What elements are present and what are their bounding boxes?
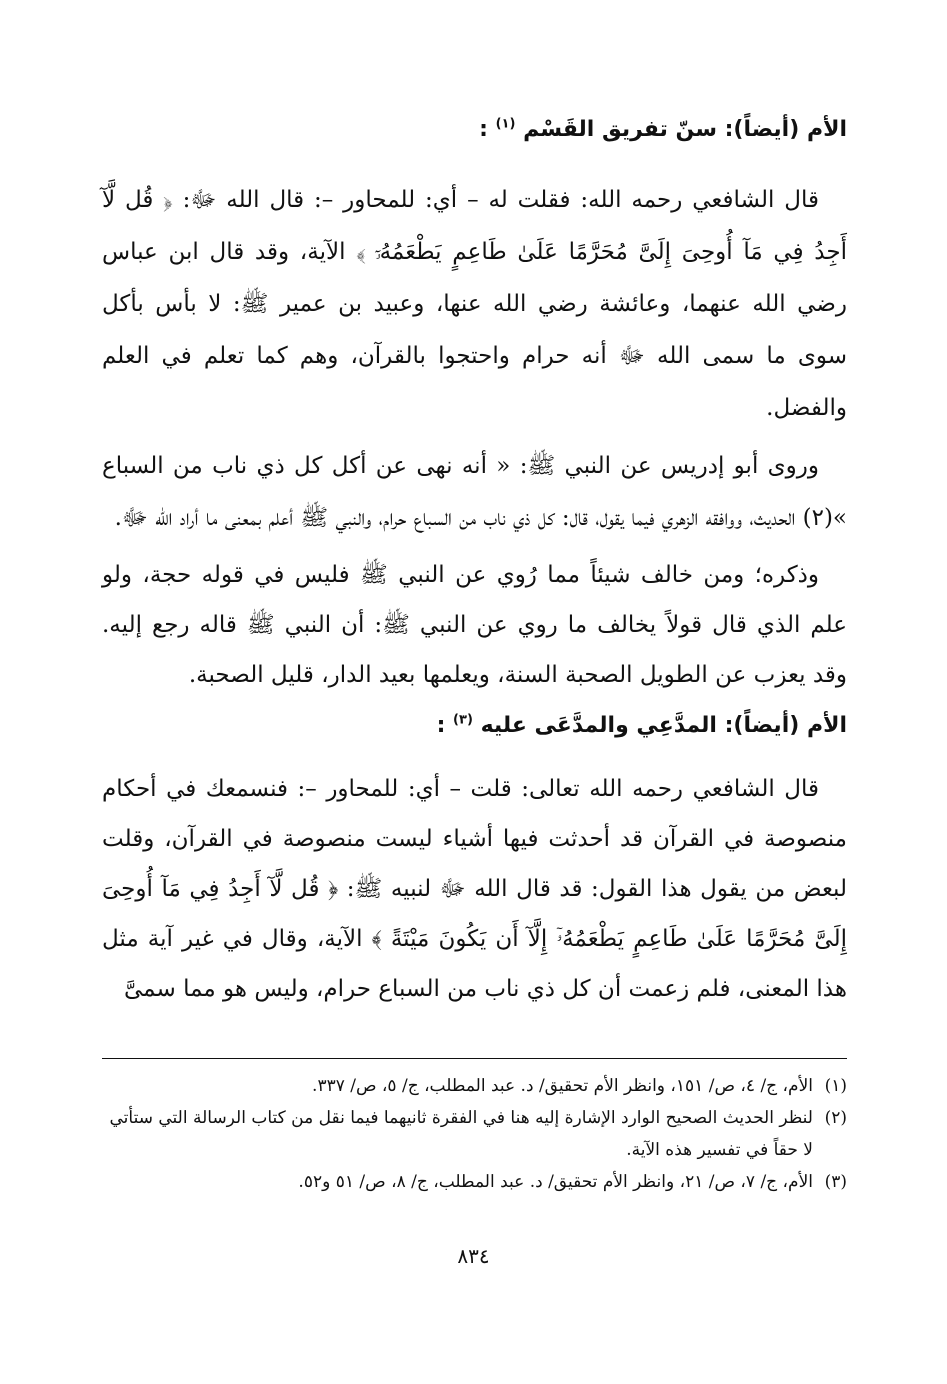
main-text [102, 110, 847, 1020]
paragraph-3: وذكره؛ ومن خالف شيئاً مما رُوي عن النبي ﷺ فليس في قوله حجة، ولو علم الذي قال قولاً يخالف ما روي عن النبي ﷺ: أن النبي ﷺ قاله رجع إليه. وقد يعزب عن الطويل الصحبة السنة، ويعلمها بعيد الدار، قليل الصحبة. [102, 562, 847, 688]
footnote-number: (٣) [824, 1172, 847, 1192]
paragraph-1: قال الشافعي رحمه الله: فقلت له – أي: للمحاور –: قال الله ﷻ: ﴿ قُل لَّآ أَجِدُ فِي مَآ أُوحِىَ إِلَىَّ مُحَرَّمًا عَلَىٰ طَاعِمٍ يَطْعَمُهُۥٓ ﴾ الآية، وقد قال ابن عباس رضي الله عنهما، وعائشة رضي الله عنها، وعبيد بن عمير ﷺ: لا بأس بأكل سوى ما سمى الله ﷻ أنه حرام واحتجوا بالقرآن، وهم كما تعلم في العلم والفضل. [102, 187, 847, 421]
paragraph-4: قال الشافعي رحمه الله تعالى: قلت – أي: للمحاور –: فنسمعك في أحكام منصوصة في القرآن قد أحدثت فيها أشياء ليست منصوصة في القرآن، وقلت لبعض من يقول هذا القول: قد قال الله ﷻ لنبيه ﷺ: ﴿ قُل لَّآ أَجِدُ فِي مَآ أُوحِىَ إِلَىَّ مُحَرَّمًا عَلَىٰ طَاعِمٍ يَطْعَمُهُۥٓ إِلَّآ أَن يَكُونَ مَيْتَةً ﴾ الآية، وقال في غير آية مثل هذا المعنى، فلم زعمت أن كل ذي ناب من السباع حرام، وليس هو مما سمىَّ [102, 776, 847, 1002]
footnote-number: (١) [824, 1076, 847, 1096]
footnotes [102, 1070, 847, 1198]
footnote-item [102, 1166, 847, 1198]
paragraph-2: وروى أبو إدريس عن النبي ﷺ: « أنه نهى عن أكل كل ذي ناب من السباع »(٢) الحديث، ووافقه الزهري فيما يقول، قال: كل ذي ناب من السباع حرام، والنبي ﷺ أعلم بمعنى ما أراد الله ﷻ. [102, 453, 847, 531]
footnote-item [102, 1102, 847, 1166]
footnote-ref-3[interactable]: (٣) [453, 712, 473, 728]
section-heading-1-text: الأم (أيضاً): سنّ تفريق القَسْم [523, 117, 847, 142]
footnote-ref-1[interactable]: (١) [495, 116, 516, 132]
section-heading-2 [102, 706, 847, 746]
footnote-item [102, 1070, 847, 1102]
section-heading-1 [102, 110, 847, 150]
footnote-divider [102, 1058, 847, 1059]
footnote-text: الأم، ج/ ٤، ص/ ١٥١، وانظر الأم تحقيق/ د. عبد المطلب، ج/ ٥، ص/ ٣٣٧. [312, 1076, 813, 1096]
section-heading-2-text: الأم (أيضاً): المدَّعِي والمدَّعَى عليه [480, 713, 847, 738]
section-heading-1-colon: : [479, 117, 488, 142]
page-number: ٨٣٤ [457, 1244, 490, 1268]
footnote-text: لنظر الحديث الصحيح الوارد الإشارة إليه هنا في الفقرة ثانيهما فيما نقل من كتاب الرسالة التي ستأتي لا حقاً في تفسير هذه الآية. [109, 1108, 813, 1160]
footnote-text: الأم، ج/ ٧، ص/ ٢١، وانظر الأم تحقيق/ د. عبد المطلب، ج/ ٨، ص/ ٥١ و٥٢. [298, 1172, 813, 1192]
section-heading-2-colon: : [436, 713, 446, 738]
footnote-number: (٢) [824, 1108, 847, 1128]
